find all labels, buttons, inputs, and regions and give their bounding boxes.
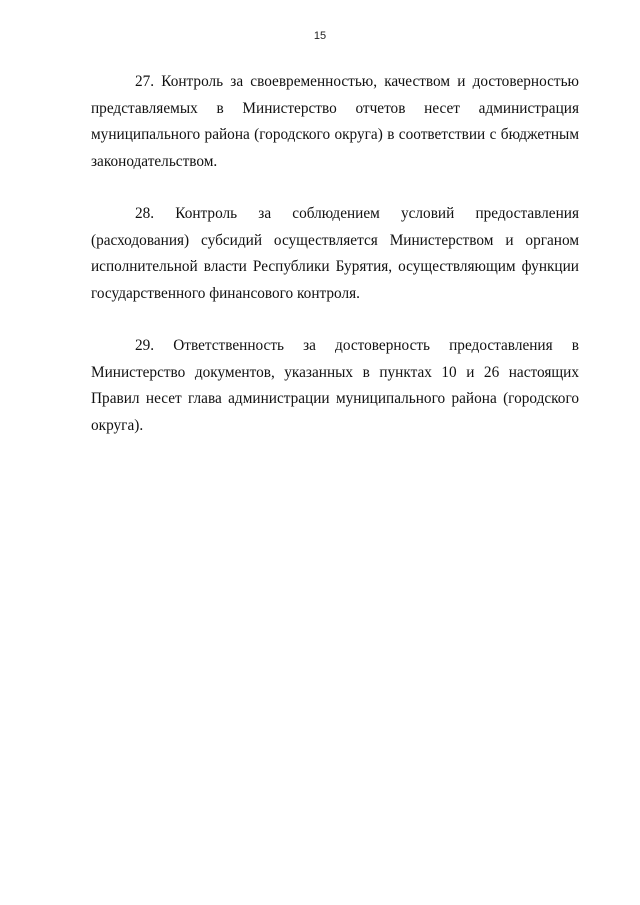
paragraph-29 (91, 333, 579, 439)
paragraph-line: представляемых в Министерство отчетов несет администрация (91, 99, 579, 117)
paragraph-line: 27. Контроль за своевременностью, качеством и достоверностью (135, 73, 579, 90)
paragraph-27 (91, 69, 579, 175)
paragraph-line: государственного финансового контроля. (91, 284, 360, 302)
paragraph-line: Правил несет глава администрации муниципального района (городского (91, 390, 579, 407)
paragraph-line: 28. Контроль за соблюдением условий предоставления (135, 205, 579, 222)
paragraph-line: округа). (91, 416, 144, 434)
paragraph-line: законодательством. (91, 152, 218, 170)
paragraph-line: муниципального района (городского округа) в соответствии с бюджетным (91, 126, 579, 143)
paragraph-28 (91, 201, 579, 307)
paragraph-line: (расходования) субсидий осуществляется Министерством и органом (91, 231, 579, 249)
page-number: 15 (313, 30, 327, 42)
paragraph-line: исполнительной власти Республики Бурятия, осуществляющим функции (91, 258, 579, 275)
paragraph-line: Министерство документов, указанных в пунктах 10 и 26 настоящих (91, 363, 579, 381)
paragraph-line: 29. Ответственность за достоверность предоставления в (135, 337, 579, 354)
